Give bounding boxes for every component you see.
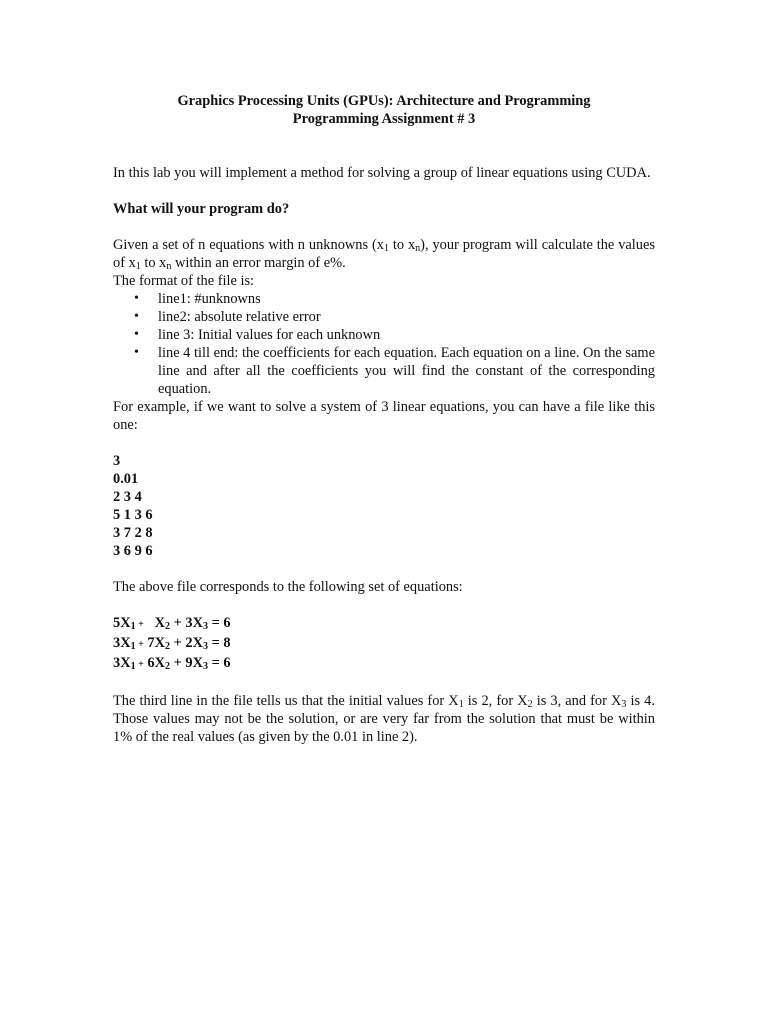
equation-1: $5X_1$ + $X_2 + 3X_3 = 6$ [113, 615, 231, 632]
file-line: 0.01 [113, 471, 139, 487]
list-item: • line 3: Initial values for each unknown [134, 327, 381, 343]
title-line-1: Graphics Processing Units (GPUs): Architecture and Programming [177, 93, 591, 109]
equation-3: $3X_1 + 6X_2 + 9X_3 = 6$ [113, 655, 231, 672]
list-item: • line2: absolute relative error [134, 309, 321, 325]
document-title [113, 92, 655, 128]
given-paragraph: Given a set of n equations with n unknowns ($x_1$ to $x_n$), your program will calculate the values of $x_1$ to $x_n$ within an error margin of e%. [113, 237, 655, 272]
file-line: 3 7 2 8 [113, 525, 153, 541]
above-file-paragraph: The above file corresponds to the following set of equations: [113, 579, 463, 595]
title-line-2: Programming Assignment # 3 [292, 111, 476, 127]
example-file [113, 452, 655, 560]
bullet-icon: • [134, 345, 139, 360]
third-line-paragraph: The third line in the file tells us that the initial values for $X_1$ is 2, for $X_2$ is 3, and for $X_3$ is 4. Those values may not be the solution, or are very far from the solution that must be within 1% of the real values (as given by the 0.01 in line 2). [113, 693, 655, 745]
file-line: 2 3 4 [113, 489, 142, 505]
file-line: 3 [113, 453, 121, 469]
list-item: • line 4 till end: the coefficients for each equation. Each equation on a line. On the same line and after all the coefficients you will find the constant of the corresponding equation. [134, 345, 655, 397]
format-intro: The format of the file is: [113, 273, 255, 289]
equation-set [113, 614, 655, 674]
list-item: • line1: #unknowns [134, 291, 261, 307]
bullet-icon: • [134, 327, 139, 342]
document-content [113, 92, 655, 746]
example-intro: For example, if we want to solve a system of 3 linear equations, you can have a file like this one: [113, 399, 655, 433]
bullet-icon: • [134, 309, 139, 324]
file-line: 5 1 3 6 [113, 507, 153, 523]
bullet-icon: • [134, 291, 139, 306]
intro-paragraph: In this lab you will implement a method for solving a group of linear equations using CUDA. [113, 165, 651, 181]
format-list [113, 290, 655, 398]
file-line: 3 6 9 6 [113, 543, 153, 559]
equation-2: $3X_1 + 7X_2 + 2X_3 = 8$ [113, 635, 231, 652]
section-heading: What will your program do? [113, 201, 290, 217]
